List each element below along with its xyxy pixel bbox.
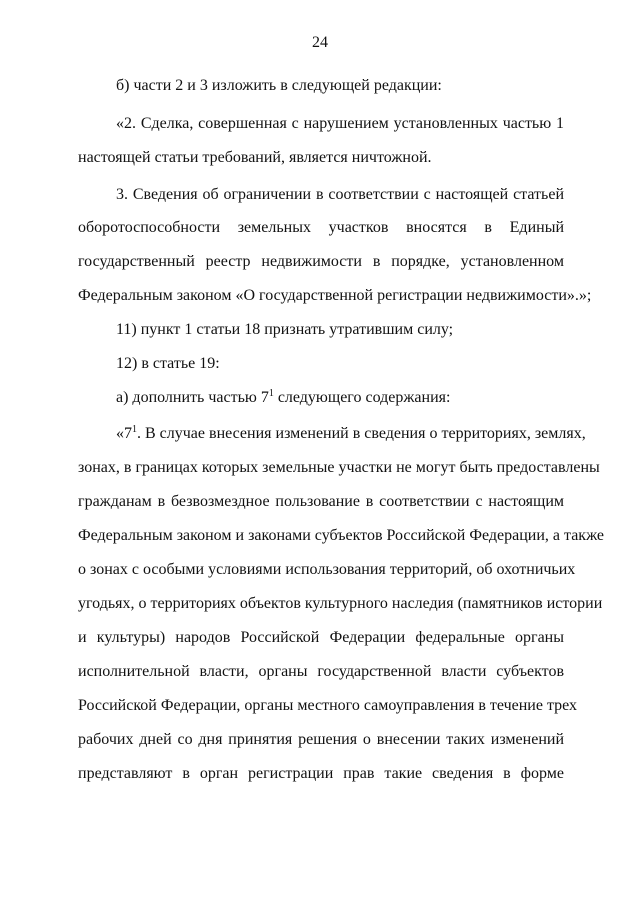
paragraph-line: 12) в статье 19:	[116, 355, 220, 372]
paragraph-line: о зонах с особыми условиями использования территорий, об охотничьих	[78, 561, 576, 578]
paragraph-line: Федеральным законом и законами субъектов Российской Федерации, а также	[78, 527, 605, 544]
paragraph-line: оборотоспособности земельных участков вносятся в Единый	[78, 219, 564, 236]
text-run: . В случае внесения изменений в сведения о территориях, землях,	[137, 425, 586, 442]
paragraph-line: Российской Федерации, органы местного самоуправления в течение трех	[78, 697, 578, 714]
paragraph-line: гражданам в безвозмездное пользование в соответствии с настоящим	[78, 493, 564, 510]
paragraph-line: 3. Сведения об ограничении в соответствии с настоящей статьей	[116, 186, 564, 203]
paragraph-line: и культуры) народов Российской Федерации федеральные органы	[78, 629, 564, 646]
paragraph-line: настоящей статьи требований, является ничтожной.	[78, 149, 432, 166]
paragraph-line: «2. Сделка, совершенная с нарушением установленных частью 1	[116, 115, 564, 132]
paragraph-line: Федеральным законом «О государственной регистрации недвижимости».»;	[78, 287, 592, 304]
paragraph-line: зонах, в границах которых земельные участки не могут быть предоставлены	[78, 459, 600, 476]
paragraph-line: рабочих дней со дня принятия решения о внесении таких изменений	[78, 731, 564, 748]
paragraph-line	[116, 388, 564, 408]
paragraph-line: 11) пункт 1 статьи 18 признать утратившим силу;	[116, 321, 454, 338]
paragraph-line: исполнительной власти, органы государственной власти субъектов	[78, 663, 564, 680]
paragraph-line: угодьях, о территориях объектов культурного наследия (памятников истории	[78, 595, 603, 612]
superscript: 1	[132, 424, 137, 435]
text-run: а) дополнить частью 7	[116, 389, 269, 406]
paragraph-line: представляют в орган регистрации прав такие сведения в форме	[78, 765, 564, 782]
paragraph-line: государственный реестр недвижимости в порядке, установленном	[78, 253, 564, 270]
page-number: 24	[312, 34, 328, 51]
paragraph-line	[116, 424, 586, 444]
paragraph-line: б) части 2 и 3 изложить в следующей редакции:	[116, 77, 442, 94]
text-run: следующего содержания:	[273, 389, 451, 406]
text-run: «7	[116, 425, 132, 442]
superscript: 1	[268, 388, 274, 399]
